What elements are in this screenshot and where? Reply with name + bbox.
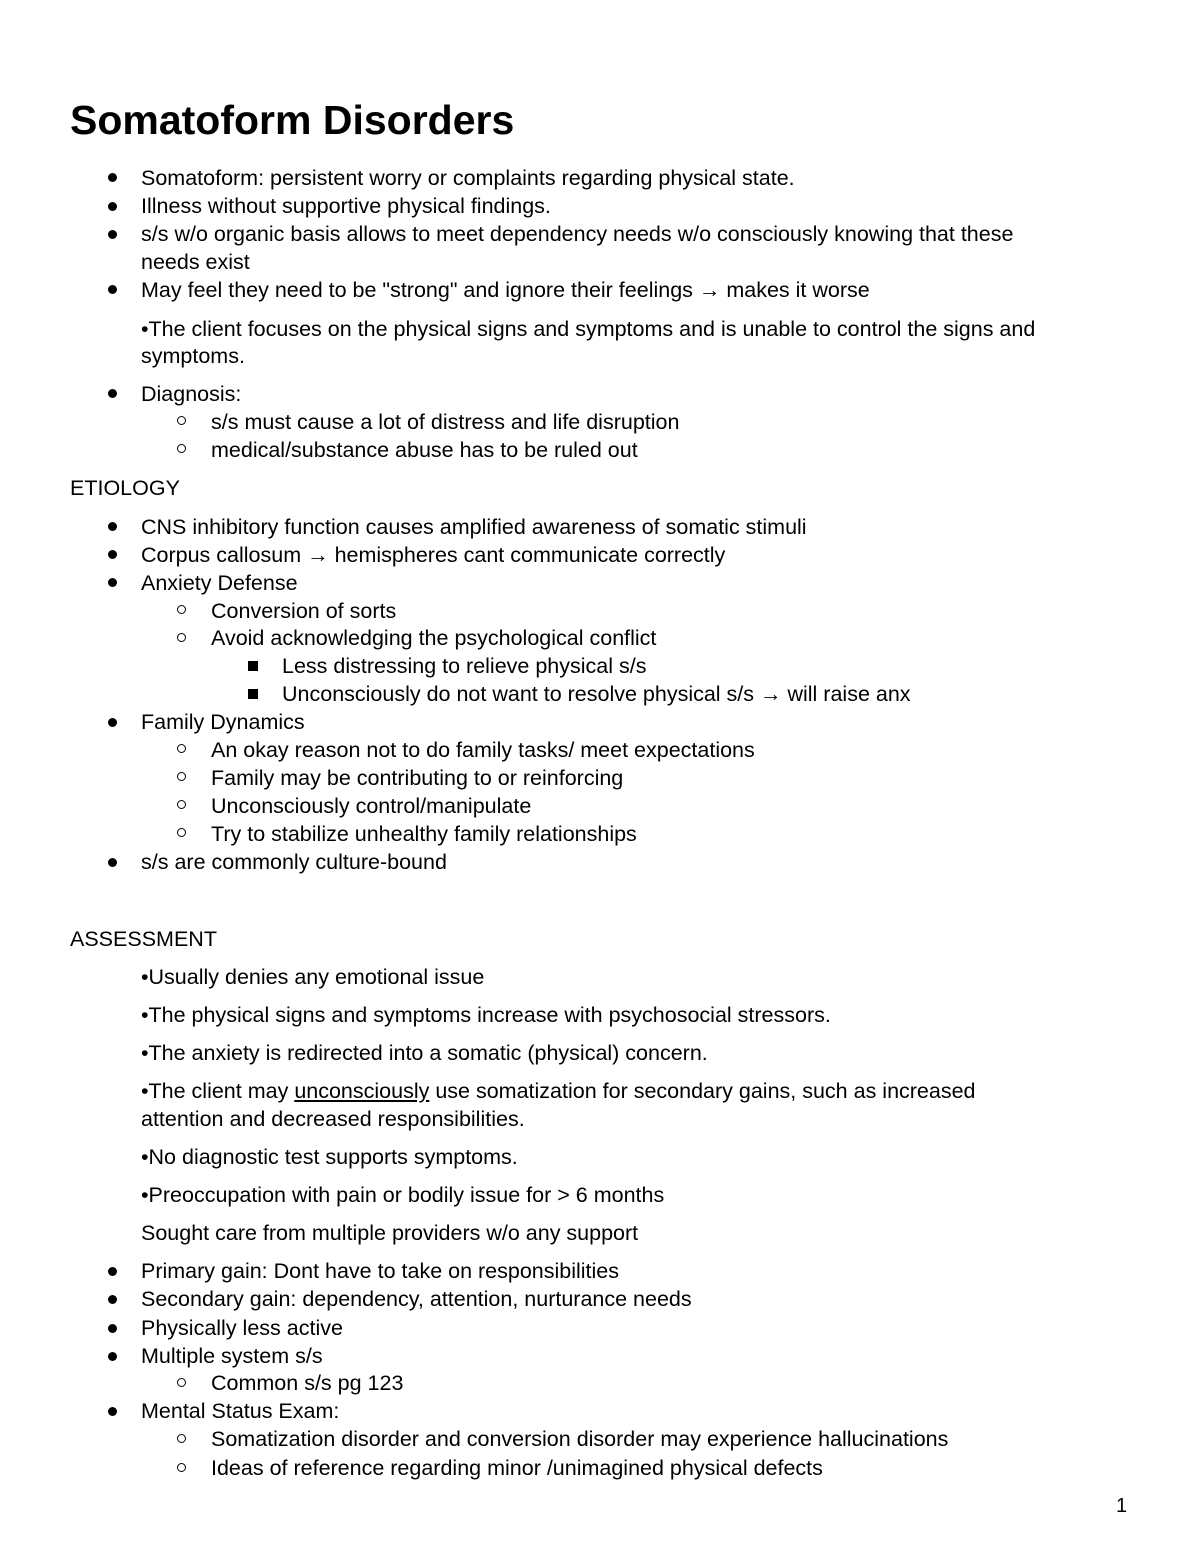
note-text-part: use somatization for secondary gains, such as increased <box>429 1079 976 1103</box>
bullet-icon <box>108 1352 117 1361</box>
bullet-text: Diagnosis: <box>141 382 242 406</box>
bullet-text: CNS inhibitory function causes amplified awareness of somatic stimuli <box>141 515 807 539</box>
bullet-text: Primary gain: Dont have to take on responsibilities <box>141 1259 620 1283</box>
bullet-icon <box>108 1267 117 1276</box>
square-bullet-icon <box>248 661 258 671</box>
bullet-text: Somatoform: persistent worry or complaints regarding physical state. <box>141 166 795 190</box>
note-text-continued: attention and decreased responsibilities. <box>141 1107 525 1131</box>
circle-bullet-icon <box>177 1378 186 1387</box>
note-text: •The anxiety is redirected into a somatic (physical) concern. <box>141 1041 708 1065</box>
circle-bullet-icon <box>177 828 186 837</box>
bullet-icon <box>108 389 117 398</box>
note-text <box>141 1077 976 1105</box>
bullet-text: Multiple system s/s <box>141 1344 323 1368</box>
note-text-continued: symptoms. <box>141 344 245 368</box>
bullet-text-continued: needs exist <box>141 250 250 274</box>
circle-bullet-icon <box>177 800 186 809</box>
sub-bullet-text: Unconsciously control/manipulate <box>211 794 532 818</box>
note-text: •No diagnostic test supports symptoms. <box>141 1145 518 1169</box>
sub-bullet-text: medical/substance abuse has to be ruled out <box>211 438 638 462</box>
note-text: •Usually denies any emotional issue <box>141 965 485 989</box>
bullet-icon <box>108 285 117 294</box>
section-heading-assessment: ASSESSMENT <box>70 927 217 951</box>
bullet-icon <box>108 230 117 239</box>
bullet-text: Family Dynamics <box>141 710 305 734</box>
bullet-text: Mental Status Exam: <box>141 1399 340 1423</box>
bullet-icon <box>108 578 117 587</box>
circle-bullet-icon <box>177 633 186 642</box>
bullet-text: May feel they need to be "strong" and ignore their feelings → makes it worse <box>141 278 870 302</box>
page-number: 1 <box>1116 1495 1128 1517</box>
sub-bullet-text: Ideas of reference regarding minor /unimagined physical defects <box>211 1456 823 1480</box>
bullet-text: Illness without supportive physical findings. <box>141 194 551 218</box>
bullet-icon <box>108 1324 117 1333</box>
note-text: •Preoccupation with pain or bodily issue for > 6 months <box>141 1183 665 1207</box>
circle-bullet-icon <box>177 605 186 614</box>
bullet-icon <box>108 202 117 211</box>
underlined-word: unconsciously <box>294 1079 430 1103</box>
bullet-text: Anxiety Defense <box>141 571 298 595</box>
bullet-text: Corpus callosum → hemispheres cant communicate correctly <box>141 543 726 567</box>
sub-bullet-text: Common s/s pg 123 <box>211 1371 404 1395</box>
bullet-icon <box>108 1295 117 1304</box>
circle-bullet-icon <box>177 444 186 453</box>
circle-bullet-icon <box>177 1434 186 1443</box>
sub-bullet-text: Avoid acknowledging the psychological conflict <box>211 626 657 650</box>
note-text: •The client focuses on the physical signs and symptoms and is unable to control the signs and <box>141 317 1036 341</box>
bullet-icon <box>108 550 117 559</box>
circle-bullet-icon <box>177 416 186 425</box>
bullet-icon <box>108 858 117 867</box>
note-text: •The physical signs and symptoms increase with psychosocial stressors. <box>141 1003 831 1027</box>
sub-bullet-text: Conversion of sorts <box>211 599 397 623</box>
bullet-icon <box>108 1407 117 1416</box>
circle-bullet-icon <box>177 1463 186 1472</box>
bullet-icon <box>108 718 117 727</box>
bullet-text: s/s w/o organic basis allows to meet dependency needs w/o consciously knowing that these <box>141 222 1014 246</box>
note-text: Sought care from multiple providers w/o any support <box>141 1221 639 1245</box>
square-bullet-icon <box>248 689 258 699</box>
sub-bullet-text: Family may be contributing to or reinforcing <box>211 766 624 790</box>
circle-bullet-icon <box>177 744 186 753</box>
section-heading-etiology: ETIOLOGY <box>70 476 180 500</box>
bullet-icon <box>108 522 117 531</box>
sub-bullet-text: An okay reason not to do family tasks/ meet expectations <box>211 738 755 762</box>
bullet-icon <box>108 173 117 182</box>
circle-bullet-icon <box>177 772 186 781</box>
sub-sub-bullet-text: Unconsciously do not want to resolve physical s/s → will raise anx <box>282 682 911 706</box>
sub-sub-bullet-text: Less distressing to relieve physical s/s <box>282 654 647 678</box>
sub-bullet-text: s/s must cause a lot of distress and life disruption <box>211 410 680 434</box>
bullet-text: Physically less active <box>141 1316 343 1340</box>
note-text-part: •The client may <box>141 1079 295 1103</box>
sub-bullet-text: Try to stabilize unhealthy family relationships <box>211 822 637 846</box>
bullet-text: s/s are commonly culture-bound <box>141 850 447 874</box>
page-title: Somatoform Disorders <box>70 97 515 143</box>
sub-bullet-text: Somatization disorder and conversion disorder may experience hallucinations <box>211 1427 949 1451</box>
bullet-text: Secondary gain: dependency, attention, nurturance needs <box>141 1287 692 1311</box>
